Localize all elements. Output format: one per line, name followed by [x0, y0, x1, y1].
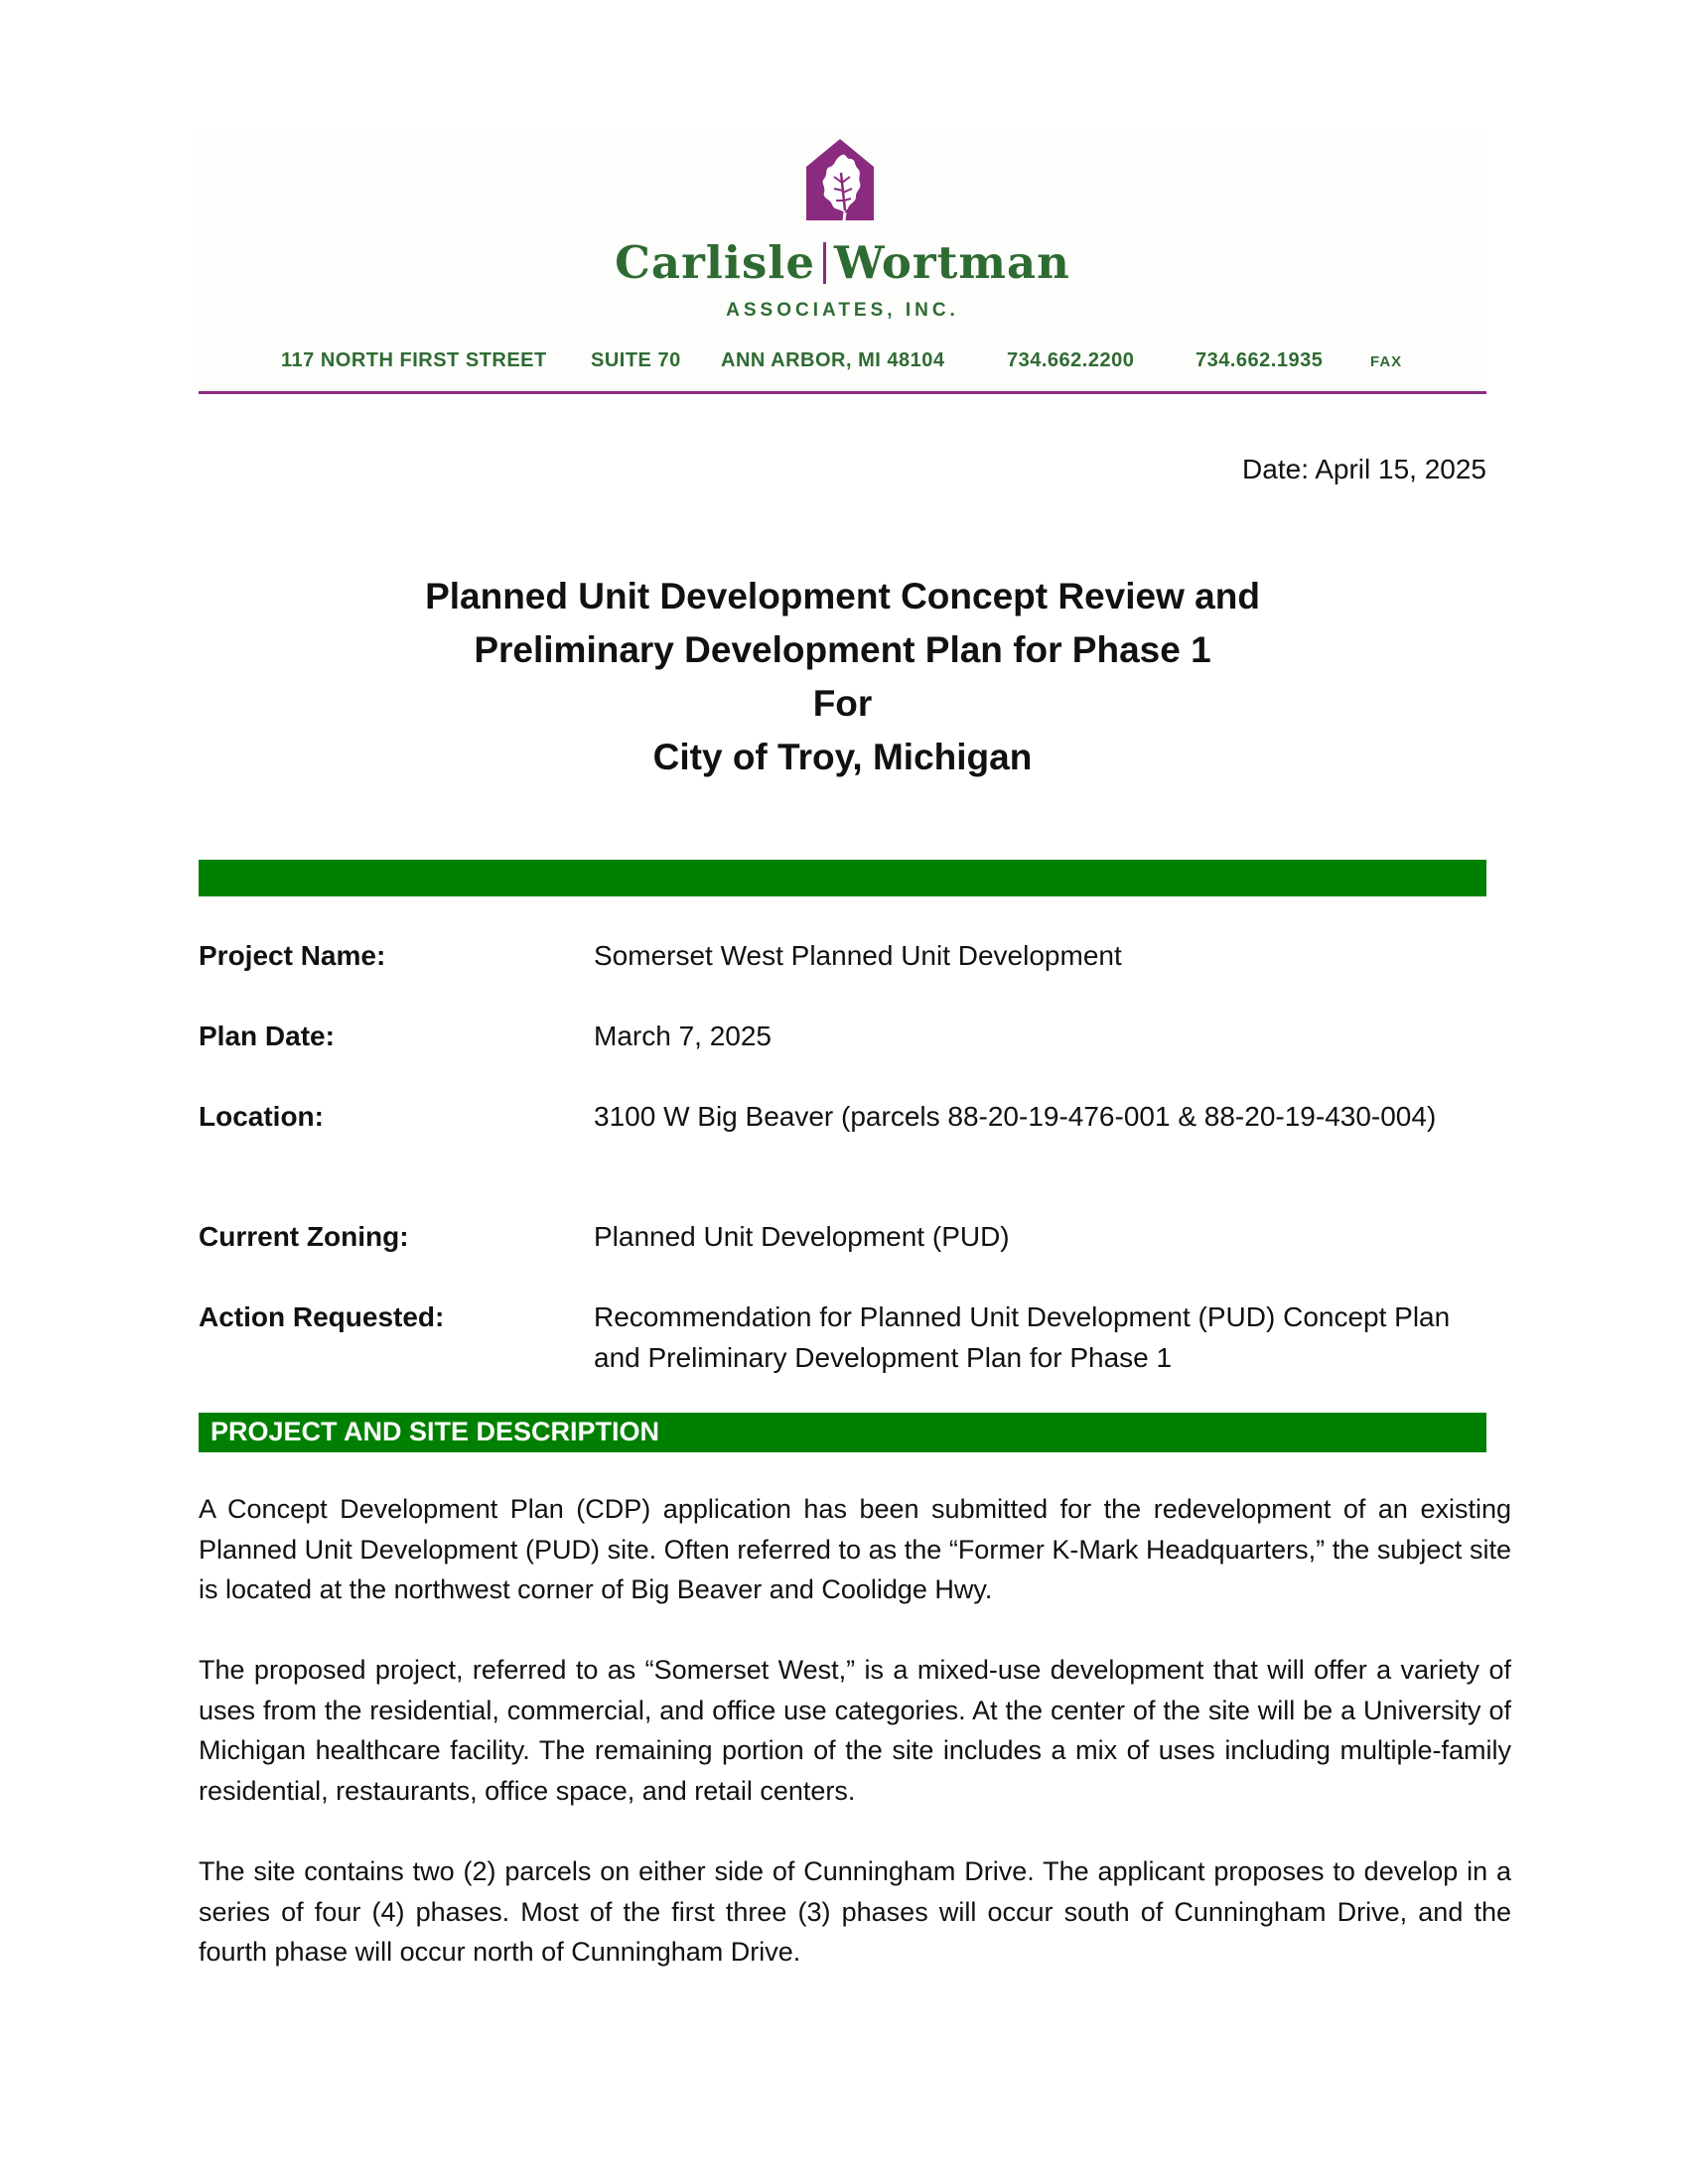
- title-line-1: Planned Unit Development Concept Review and: [425, 576, 1260, 616]
- location-label: Location:: [199, 1101, 324, 1132]
- firm-fax-label: FAX: [1370, 353, 1403, 370]
- firm-suite: SUITE 70: [591, 349, 681, 371]
- firm-subtitle: ASSOCIATES, INC.: [726, 300, 959, 321]
- firm-contact-line: [199, 349, 1486, 379]
- plan-date-value: March 7, 2025: [594, 1021, 772, 1051]
- title-line-2: Preliminary Development Plan for Phase 1: [474, 629, 1211, 670]
- plan-date-label: Plan Date:: [199, 1021, 335, 1051]
- title-line-3: For: [812, 683, 873, 724]
- firm-name-divider: [823, 242, 826, 284]
- document-title: [199, 570, 1486, 784]
- firm-name: [199, 236, 1486, 289]
- letterhead: [199, 129, 1486, 395]
- document-date: Date: April 15, 2025: [1242, 454, 1486, 484]
- title-line-4: City of Troy, Michigan: [652, 737, 1033, 777]
- firm-name-left: Carlisle: [615, 236, 816, 289]
- zoning-value: Planned Unit Development (PUD): [594, 1221, 1010, 1252]
- title-divider-bar: [199, 860, 1486, 896]
- project-name-label: Project Name:: [199, 940, 386, 971]
- firm-name-right: Wortman: [834, 236, 1070, 289]
- paragraph-3: The site contains two (2) parcels on either side of Cunningham Drive. The applicant proposes to develop in a series of four (4) phases. Most of the first three (3) phases will occur south of Cunningham Drive, and the fourth phase will occur north of Cunningham Drive.: [199, 1856, 1511, 1967]
- letterhead-rule: [199, 391, 1486, 394]
- zoning-label: Current Zoning:: [199, 1221, 409, 1252]
- firm-fax-number: 734.662.1935: [1196, 349, 1324, 371]
- section-heading-bar: [199, 1413, 1486, 1452]
- section-heading: PROJECT AND SITE DESCRIPTION: [211, 1417, 660, 1446]
- paragraph-2: The proposed project, referred to as “Somerset West,” is a mixed-use development that will offer a variety of uses from the residential, commercial, and office use categories. At the center of the site will be a University of Michigan healthcare facility. The remaining portion of the site includes a mix of uses including multiple-family residential, restaurants, office space, and retail centers.: [199, 1655, 1511, 1806]
- paragraph-1: A Concept Development Plan (CDP) application has been submitted for the redevelopment of an existing Planned Unit Development (PUD) site. Often referred to as the “Former K-Mark Headquarters,” the subject site is located at the northwest corner of Big Beaver and Coolidge Hwy.: [199, 1494, 1511, 1604]
- location-value: 3100 W Big Beaver (parcels 88-20-19-476-001 & 88-20-19-430-004): [594, 1101, 1437, 1132]
- action-label: Action Requested:: [199, 1301, 445, 1332]
- firm-city: ANN ARBOR, MI 48104: [721, 349, 945, 371]
- project-name-value: Somerset West Planned Unit Development: [594, 940, 1122, 971]
- firm-phone: 734.662.2200: [1007, 349, 1135, 371]
- action-value: Recommendation for Planned Unit Development (PUD) Concept Plan and Preliminary Development Plan for Phase 1: [594, 1301, 1451, 1373]
- firm-street: 117 NORTH FIRST STREET: [281, 349, 547, 371]
- oak-leaf-house-icon: [804, 137, 876, 220]
